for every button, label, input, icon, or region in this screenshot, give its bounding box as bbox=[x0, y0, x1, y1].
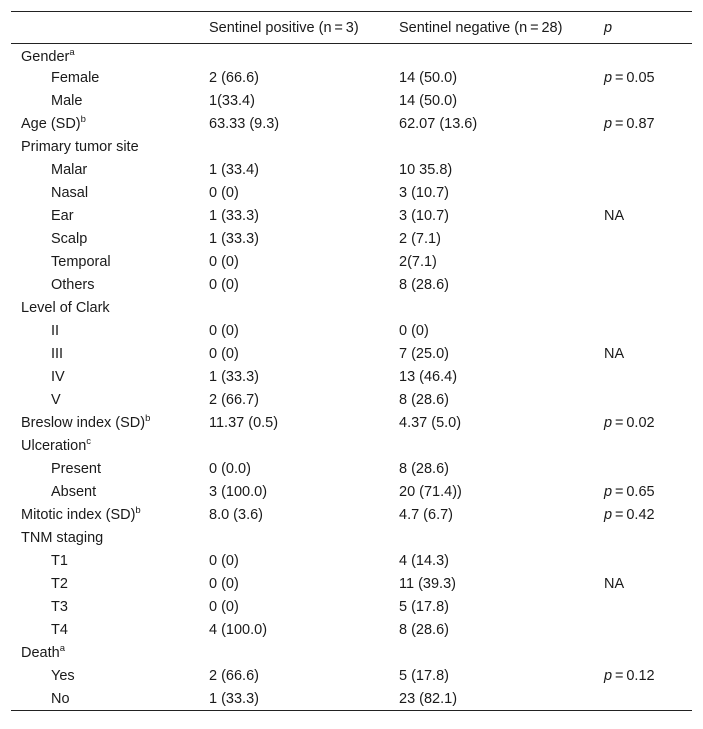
sentinel-negative-cell: 10 35.8) bbox=[399, 162, 453, 178]
sentinel-negative-cell bbox=[399, 527, 604, 550]
p-symbol: p bbox=[604, 507, 613, 523]
header-col-p: p bbox=[604, 19, 613, 36]
sentinel-negative-cell: 3 (10.7) bbox=[399, 185, 449, 201]
row-label-cell bbox=[11, 159, 208, 182]
row-label-text: IV bbox=[51, 369, 65, 385]
sentinel-positive-cell: 3 (100.0) bbox=[209, 484, 268, 500]
p-symbol: p bbox=[604, 668, 613, 684]
footnote-marker: a bbox=[59, 643, 65, 654]
row-label-text: Breslow index (SD) bbox=[21, 415, 146, 431]
row-label-text: Primary tumor site bbox=[21, 139, 139, 155]
row-label-cell bbox=[11, 320, 208, 343]
sentinel-negative-cell: 3 (10.7) bbox=[399, 208, 449, 224]
sentinel-positive-cell: 11.37 (0.5) bbox=[209, 415, 279, 431]
sentinel-positive-cell bbox=[208, 44, 399, 67]
sentinel-negative-cell: 8 (28.6) bbox=[399, 461, 449, 477]
row-label-cell bbox=[11, 642, 208, 665]
row-label bbox=[21, 599, 68, 615]
sentinel-negative-cell: 62.07 (13.6) bbox=[399, 116, 478, 132]
row-label-cell bbox=[11, 389, 208, 412]
table-row bbox=[11, 527, 692, 550]
sentinel-negative-cell: 2 (7.1) bbox=[399, 231, 441, 247]
p-symbol: p bbox=[604, 116, 613, 132]
p-value: = 0.02 bbox=[612, 415, 655, 431]
p-value-cell bbox=[604, 550, 692, 573]
table-body bbox=[11, 44, 692, 711]
row-label-cell bbox=[11, 297, 208, 320]
row-label-cell bbox=[11, 596, 208, 619]
row-label bbox=[21, 553, 68, 569]
sentinel-positive-cell: 4 (100.0) bbox=[209, 622, 268, 638]
row-label-cell bbox=[11, 182, 208, 205]
row-label bbox=[21, 231, 87, 247]
p-value: = 0.87 bbox=[612, 116, 655, 132]
table-row bbox=[11, 159, 692, 182]
row-label-text: Others bbox=[51, 277, 95, 293]
sentinel-positive-cell: 1(33.4) bbox=[209, 93, 255, 109]
row-label-cell bbox=[11, 228, 208, 251]
sentinel-positive-cell: 0 (0) bbox=[209, 599, 239, 615]
p-value-cell bbox=[604, 458, 692, 481]
table-row bbox=[11, 274, 692, 297]
table-row bbox=[11, 320, 692, 343]
row-label bbox=[21, 691, 70, 707]
table-row bbox=[11, 205, 692, 228]
row-label bbox=[21, 576, 68, 592]
row-label-cell bbox=[11, 527, 208, 550]
p-symbol: p bbox=[604, 484, 613, 500]
row-label-text: III bbox=[51, 346, 64, 362]
row-label bbox=[21, 346, 63, 362]
p-value: NA bbox=[604, 346, 625, 362]
sentinel-positive-cell: 8.0 (3.6) bbox=[209, 507, 263, 523]
table-row bbox=[11, 573, 692, 596]
table-row bbox=[11, 366, 692, 389]
p-value-cell bbox=[604, 205, 692, 228]
p-value-cell bbox=[604, 44, 692, 67]
p-symbol: p bbox=[604, 415, 613, 431]
row-label-text: Yes bbox=[51, 668, 75, 684]
row-label-text: Ulceration bbox=[21, 438, 87, 454]
row-label-cell bbox=[11, 481, 208, 504]
sentinel-negative-cell: 2(7.1) bbox=[399, 254, 437, 270]
p-value-cell bbox=[604, 297, 692, 320]
row-label-text: T2 bbox=[51, 576, 68, 592]
sentinel-positive-cell: 2 (66.7) bbox=[209, 392, 259, 408]
table-row bbox=[11, 251, 692, 274]
row-label-text: Temporal bbox=[51, 254, 111, 270]
table-row bbox=[11, 228, 692, 251]
p-value: = 0.65 bbox=[612, 484, 655, 500]
sentinel-negative-cell: 14 (50.0) bbox=[399, 70, 458, 86]
row-label-cell bbox=[11, 366, 208, 389]
row-label-cell bbox=[11, 550, 208, 573]
sentinel-positive-cell bbox=[208, 642, 399, 665]
table-row bbox=[11, 297, 692, 320]
row-label-text: Age (SD) bbox=[21, 116, 81, 132]
row-label bbox=[21, 300, 110, 316]
row-label-cell bbox=[11, 251, 208, 274]
p-value-cell bbox=[604, 504, 692, 527]
table-row bbox=[11, 389, 692, 412]
row-label-text: T1 bbox=[51, 553, 68, 569]
table-row bbox=[11, 435, 692, 458]
p-value: NA bbox=[604, 208, 625, 224]
sentinel-positive-cell: 0 (0) bbox=[209, 576, 239, 592]
sentinel-negative-cell: 11 (39.3) bbox=[399, 576, 456, 592]
row-label-cell bbox=[11, 136, 208, 159]
row-label bbox=[21, 668, 75, 684]
row-label bbox=[21, 392, 61, 408]
table-row bbox=[11, 642, 692, 665]
sentinel-positive-cell: 0 (0) bbox=[209, 346, 239, 362]
row-label-cell bbox=[11, 67, 208, 90]
table-row bbox=[11, 504, 692, 527]
row-label bbox=[21, 369, 65, 385]
p-value: = 0.42 bbox=[612, 507, 655, 523]
row-label-cell bbox=[11, 665, 208, 688]
row-label-cell bbox=[11, 44, 208, 67]
sentinel-positive-cell: 1 (33.3) bbox=[209, 369, 259, 385]
row-label-cell bbox=[11, 113, 208, 136]
row-label bbox=[21, 116, 86, 132]
row-label bbox=[21, 438, 91, 454]
p-value-cell bbox=[604, 596, 692, 619]
p-value-cell bbox=[604, 642, 692, 665]
sentinel-negative-cell bbox=[399, 435, 604, 458]
p-value-cell bbox=[604, 67, 692, 90]
sentinel-negative-cell: 7 (25.0) bbox=[399, 346, 449, 362]
p-value-cell bbox=[604, 136, 692, 159]
sentinel-negative-cell bbox=[399, 642, 604, 665]
header-col-label bbox=[11, 12, 208, 44]
table-row bbox=[11, 458, 692, 481]
row-label-text: No bbox=[51, 690, 70, 707]
row-label-cell bbox=[11, 343, 208, 366]
sentinel-positive-cell: 0 (0) bbox=[209, 185, 239, 201]
sentinel-negative-cell: 20 (71.4)) bbox=[399, 484, 462, 500]
table-row bbox=[11, 481, 692, 504]
p-value-cell bbox=[604, 251, 692, 274]
footnote-marker: b bbox=[80, 114, 86, 125]
sentinel-negative-cell: 4.7 (6.7) bbox=[399, 507, 453, 523]
sentinel-positive-cell: 1 (33.4) bbox=[209, 162, 259, 178]
p-value-cell bbox=[604, 366, 692, 389]
p-value-cell bbox=[604, 274, 692, 297]
p-value-cell bbox=[604, 573, 692, 596]
row-label-cell bbox=[11, 619, 208, 642]
p-value: = 0.12 bbox=[612, 668, 655, 684]
sentinel-negative-cell bbox=[399, 297, 604, 320]
row-label-cell bbox=[11, 412, 208, 435]
row-label bbox=[21, 461, 101, 477]
sentinel-negative-cell: 23 (82.1) bbox=[399, 690, 458, 707]
row-label-cell bbox=[11, 205, 208, 228]
footnote-marker: b bbox=[145, 413, 151, 424]
sentinel-positive-cell: 0 (0) bbox=[209, 277, 239, 293]
row-label bbox=[21, 70, 99, 86]
sentinel-negative-cell: 8 (28.6) bbox=[399, 277, 449, 293]
footnote-marker: a bbox=[69, 46, 75, 58]
row-label bbox=[21, 645, 65, 661]
row-label-text: Male bbox=[51, 93, 83, 109]
sentinel-negative-cell bbox=[399, 136, 604, 159]
row-label-text: Scalp bbox=[51, 231, 88, 247]
row-label bbox=[21, 139, 139, 155]
p-value-cell bbox=[604, 435, 692, 458]
table-row bbox=[11, 596, 692, 619]
row-label-cell bbox=[11, 573, 208, 596]
p-value-cell bbox=[604, 343, 692, 366]
p-value-cell bbox=[604, 182, 692, 205]
sentinel-negative-cell: 13 (46.4) bbox=[399, 369, 458, 385]
row-label bbox=[21, 507, 141, 523]
table-row bbox=[11, 688, 692, 711]
row-label-text: Ear bbox=[51, 208, 74, 224]
row-label bbox=[21, 484, 96, 500]
row-label bbox=[21, 277, 95, 293]
row-label-cell bbox=[11, 274, 208, 297]
sentinel-positive-cell: 63.33 (9.3) bbox=[209, 116, 280, 132]
row-label bbox=[21, 93, 82, 109]
p-value-cell bbox=[604, 527, 692, 550]
row-label-text: Nasal bbox=[51, 185, 89, 201]
row-label bbox=[21, 46, 75, 65]
p-value-cell bbox=[604, 481, 692, 504]
row-label bbox=[21, 185, 88, 201]
sentinel-negative-cell: 5 (17.8) bbox=[399, 668, 449, 684]
table-row bbox=[11, 44, 692, 67]
row-label-cell bbox=[11, 458, 208, 481]
row-label-text: Mitotic index (SD) bbox=[21, 507, 136, 523]
p-value-cell bbox=[604, 619, 692, 642]
sentinel-positive-cell: 0 (0) bbox=[209, 254, 239, 270]
table-header bbox=[11, 12, 692, 44]
p-value-cell bbox=[604, 389, 692, 412]
p-value-cell bbox=[604, 228, 692, 251]
sentinel-positive-cell bbox=[208, 136, 399, 159]
sentinel-negative-cell: 0 (0) bbox=[399, 323, 429, 339]
footnote-marker: c bbox=[86, 436, 92, 447]
row-label bbox=[21, 208, 74, 224]
row-label-text: V bbox=[51, 392, 61, 408]
row-label-text: II bbox=[51, 323, 60, 339]
p-value-cell bbox=[604, 159, 692, 182]
sentinel-negative-cell: 4.37 (5.0) bbox=[399, 415, 462, 431]
p-value-cell bbox=[604, 113, 692, 136]
sentinel-negative-cell: 8 (28.6) bbox=[399, 392, 449, 408]
sentinel-negative-cell: 4 (14.3) bbox=[399, 553, 449, 569]
row-label-cell bbox=[11, 90, 208, 113]
table-row bbox=[11, 665, 692, 688]
row-label-cell bbox=[11, 688, 208, 711]
sentinel-positive-cell: 1 (33.3) bbox=[209, 690, 259, 707]
table-row bbox=[11, 550, 692, 573]
row-label-text: TNM staging bbox=[21, 530, 104, 546]
sentinel-positive-cell bbox=[208, 297, 399, 320]
header-row bbox=[11, 12, 692, 44]
row-label-text: T3 bbox=[51, 599, 68, 615]
row-label-text: Gender bbox=[21, 48, 70, 65]
table-row bbox=[11, 412, 692, 435]
row-label bbox=[21, 622, 68, 638]
sentinel-positive-cell bbox=[208, 527, 399, 550]
footnote-marker: b bbox=[135, 505, 141, 516]
table-row bbox=[11, 90, 692, 113]
row-label bbox=[21, 254, 111, 270]
sentinel-positive-cell: 1 (33.3) bbox=[209, 208, 259, 224]
sentinel-positive-cell: 0 (0.0) bbox=[209, 461, 251, 477]
sentinel-negative-cell: 14 (50.0) bbox=[399, 93, 458, 109]
table-row bbox=[11, 136, 692, 159]
sentinel-positive-cell: 2 (66.6) bbox=[209, 70, 259, 86]
sentinel-negative-cell bbox=[399, 44, 604, 67]
p-value-cell bbox=[604, 90, 692, 113]
row-label-cell bbox=[11, 435, 208, 458]
row-label-text: Female bbox=[51, 70, 100, 86]
p-value: NA bbox=[604, 576, 625, 592]
table-row bbox=[11, 182, 692, 205]
row-label bbox=[21, 162, 87, 178]
sentinel-positive-cell bbox=[208, 435, 399, 458]
header-col-sentinel-positive: Sentinel positive (n = 3) bbox=[209, 19, 359, 36]
table-row bbox=[11, 619, 692, 642]
row-label-text: Level of Clark bbox=[21, 300, 110, 316]
row-label bbox=[21, 415, 150, 431]
p-value-cell bbox=[604, 688, 692, 711]
p-value-cell bbox=[604, 412, 692, 435]
row-label-text: Malar bbox=[51, 162, 88, 178]
p-value: = 0.05 bbox=[612, 70, 655, 86]
header-col-sentinel-negative: Sentinel negative (n = 28) bbox=[399, 19, 563, 36]
table-row bbox=[11, 67, 692, 90]
row-label-text: Death bbox=[21, 645, 60, 661]
sentinel-positive-cell: 1 (33.3) bbox=[209, 231, 259, 247]
row-label bbox=[21, 530, 103, 546]
sentinel-positive-cell: 0 (0) bbox=[209, 323, 239, 339]
sentinel-negative-cell: 5 (17.8) bbox=[399, 599, 449, 615]
p-symbol: p bbox=[604, 70, 613, 86]
row-label-text: Absent bbox=[51, 484, 97, 500]
table-row bbox=[11, 343, 692, 366]
row-label-text: T4 bbox=[51, 622, 68, 638]
p-value-cell bbox=[604, 320, 692, 343]
row-label-text: Present bbox=[51, 461, 101, 477]
sentinel-negative-cell: 8 (28.6) bbox=[399, 622, 449, 638]
sentinel-positive-cell: 0 (0) bbox=[209, 553, 239, 569]
data-table bbox=[11, 11, 692, 711]
p-value-cell bbox=[604, 665, 692, 688]
row-label bbox=[21, 323, 59, 339]
table-row bbox=[11, 113, 692, 136]
sentinel-positive-cell: 2 (66.6) bbox=[209, 668, 259, 684]
row-label-cell bbox=[11, 504, 208, 527]
